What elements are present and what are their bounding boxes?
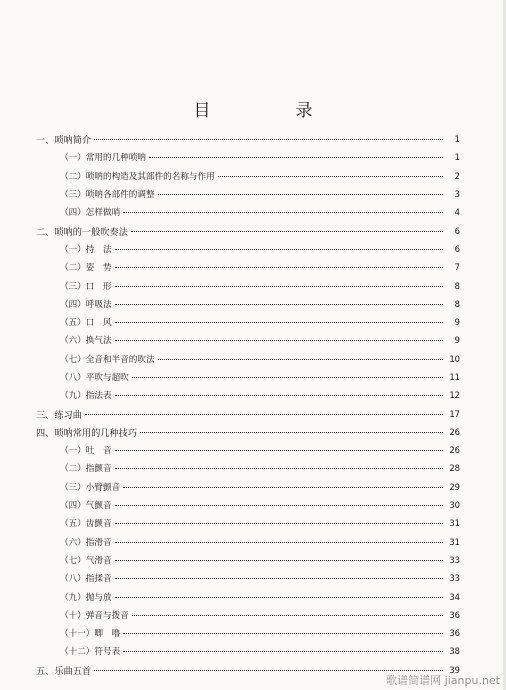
toc-leader-dots (115, 522, 443, 524)
toc-entry[interactable] (36, 441, 460, 459)
toc-entry-title: （九）指法表 (60, 391, 112, 402)
toc-leader-dots (85, 413, 443, 415)
toc-leader-dots (94, 669, 443, 671)
toc-entry[interactable] (36, 478, 460, 496)
toc-entry-title: （六）指滑音 (60, 537, 112, 548)
table-of-contents (36, 130, 460, 679)
toc-entry-title: （六）换气法 (60, 336, 112, 347)
toc-leader-dots (115, 303, 443, 305)
toc-entry[interactable] (36, 569, 460, 587)
toc-entry-title: （八）指揉音 (60, 574, 112, 585)
toc-entry[interactable] (36, 533, 460, 551)
toc-entry-title: （二）指颤音 (60, 464, 112, 475)
toc-page-number: 39 (449, 664, 460, 675)
toc-entry-title: （十一）唧 噜 (60, 629, 121, 640)
toc-entry[interactable] (36, 185, 460, 203)
toc-entry-title: （十）弹音与拨音 (60, 610, 129, 621)
toc-entry-title: （二）姿 势 (60, 263, 112, 274)
toc-entry-title: （十二）符号表 (60, 647, 121, 658)
toc-page-number: 17 (449, 408, 460, 419)
toc-page-number: 36 (449, 609, 460, 620)
toc-entry-title: （一）吐 音 (60, 446, 112, 457)
toc-entry[interactable] (36, 331, 460, 349)
toc-entry-title: （三）唢呐各部件的调整 (60, 190, 155, 201)
toc-entry[interactable] (36, 258, 460, 276)
toc-entry-title: （一）常用的几种唢呐 (60, 153, 146, 164)
toc-page-number: 31 (449, 518, 460, 529)
toc-entry[interactable] (36, 130, 460, 148)
toc-entry-title: （一）持 法 (60, 244, 112, 255)
toc-leader-dots (218, 175, 443, 177)
toc-leader-dots (140, 431, 443, 433)
toc-entry-title: （四）怎样做哨 (60, 208, 121, 219)
toc-entry-title: （三）小臂颤音 (60, 482, 121, 493)
toc-entry[interactable] (36, 514, 460, 532)
toc-leader-dots (158, 193, 443, 195)
toc-leader-dots (115, 449, 443, 451)
toc-entry[interactable] (36, 587, 460, 605)
toc-leader-dots (115, 541, 443, 543)
toc-entry-title: （九）抛与放 (60, 592, 112, 603)
toc-leader-dots (115, 339, 443, 341)
toc-leader-dots (131, 230, 443, 232)
toc-entry-title: （五）口 风 (60, 318, 112, 329)
toc-leader-dots (115, 596, 443, 598)
toc-entry-title: 五、乐曲五首 (36, 665, 92, 677)
toc-leader-dots (132, 376, 443, 378)
toc-leader-dots (94, 138, 443, 140)
toc-page-number: 31 (449, 536, 460, 547)
toc-leader-dots (115, 467, 443, 469)
toc-page-number: 26 (449, 426, 460, 437)
toc-page-number: 38 (449, 646, 460, 657)
toc-page-number: 12 (449, 390, 460, 401)
page-title: 目 录 (193, 101, 347, 121)
toc-entry-title: （七）气滑音 (60, 555, 112, 566)
toc-entry-title: （四）呼吸法 (60, 299, 112, 310)
toc-entry[interactable] (36, 167, 460, 185)
toc-leader-dots (115, 394, 443, 396)
toc-leader-dots (115, 504, 443, 506)
toc-page-number: 7 (454, 262, 460, 273)
toc-page-number: 6 (454, 225, 460, 236)
toc-entry-title: （七）全音和半音的吹法 (60, 354, 155, 365)
toc-leader-dots (149, 156, 443, 158)
toc-page-number: 11 (449, 372, 460, 382)
toc-page-number: 6 (454, 243, 460, 254)
toc-page-number: 4 (454, 207, 460, 218)
toc-leader-dots (123, 650, 443, 652)
toc-entry[interactable] (36, 221, 460, 239)
toc-entry[interactable] (36, 240, 460, 258)
toc-page-number: 34 (449, 591, 460, 602)
toc-leader-dots (115, 577, 443, 579)
toc-leader-dots (115, 559, 443, 561)
toc-page-number: 10 (449, 353, 460, 364)
toc-entry[interactable] (36, 295, 460, 313)
toc-entry[interactable] (36, 313, 460, 331)
toc-entry[interactable] (36, 459, 460, 477)
toc-entry[interactable] (36, 386, 460, 404)
toc-page-number: 1 (454, 152, 460, 163)
toc-page-number: 36 (449, 628, 460, 639)
toc-page-number: 33 (449, 573, 460, 584)
toc-leader-dots (115, 285, 443, 287)
toc-entry[interactable] (36, 624, 460, 642)
toc-entry[interactable] (36, 350, 460, 368)
toc-page-number: 8 (454, 280, 460, 291)
toc-page-number: 26 (449, 445, 460, 456)
toc-entry[interactable] (36, 404, 460, 422)
toc-entry-title: （五）齿颤音 (60, 519, 112, 530)
toc-entry[interactable] (36, 551, 460, 569)
toc-entry[interactable] (36, 203, 460, 221)
toc-leader-dots (123, 211, 443, 213)
toc-entry-title: （三）口 形 (60, 281, 112, 292)
toc-page-number: 2 (454, 170, 460, 181)
toc-entry[interactable] (36, 423, 460, 441)
toc-page-number: 1 (454, 134, 460, 145)
toc-leader-dots (158, 358, 443, 360)
toc-entry-title: 二、唢呐的一般吹奏法 (36, 226, 128, 238)
toc-entry[interactable] (36, 276, 460, 294)
toc-entry[interactable] (36, 368, 460, 386)
toc-entry-title: （二）唢呐的构造及其部件的名称与作用 (60, 171, 215, 182)
toc-leader-dots (115, 321, 443, 323)
toc-entry[interactable] (36, 606, 460, 624)
toc-page-number: 9 (454, 335, 460, 346)
toc-leader-dots (115, 266, 443, 268)
toc-leader-dots (132, 614, 443, 616)
toc-page-number: 3 (454, 189, 460, 200)
toc-page-number: 28 (449, 463, 460, 474)
toc-entry-title: 三、练习曲 (36, 409, 82, 421)
toc-entry[interactable] (36, 642, 460, 660)
toc-leader-dots (123, 632, 443, 634)
toc-page-number: 33 (449, 554, 460, 565)
toc-leader-dots (115, 248, 443, 250)
toc-page-number: 9 (454, 317, 460, 328)
toc-entry-title: （八）平吹与超吹 (60, 373, 129, 383)
toc-page-number: 30 (449, 500, 460, 511)
toc-entry-title: 一、唢呐简介 (36, 135, 92, 147)
toc-entry[interactable] (36, 148, 460, 166)
toc-entry-title: 四、唢呐常用的几种技巧 (36, 427, 138, 439)
toc-entry-title: （四）气颤音 (60, 501, 112, 512)
toc-page-number: 8 (454, 298, 460, 309)
toc-page-number: 29 (449, 481, 460, 492)
toc-leader-dots (123, 486, 443, 488)
toc-entry[interactable] (36, 496, 460, 514)
watermark-text: 歌谱简谱网 jianpu.net (386, 674, 500, 687)
